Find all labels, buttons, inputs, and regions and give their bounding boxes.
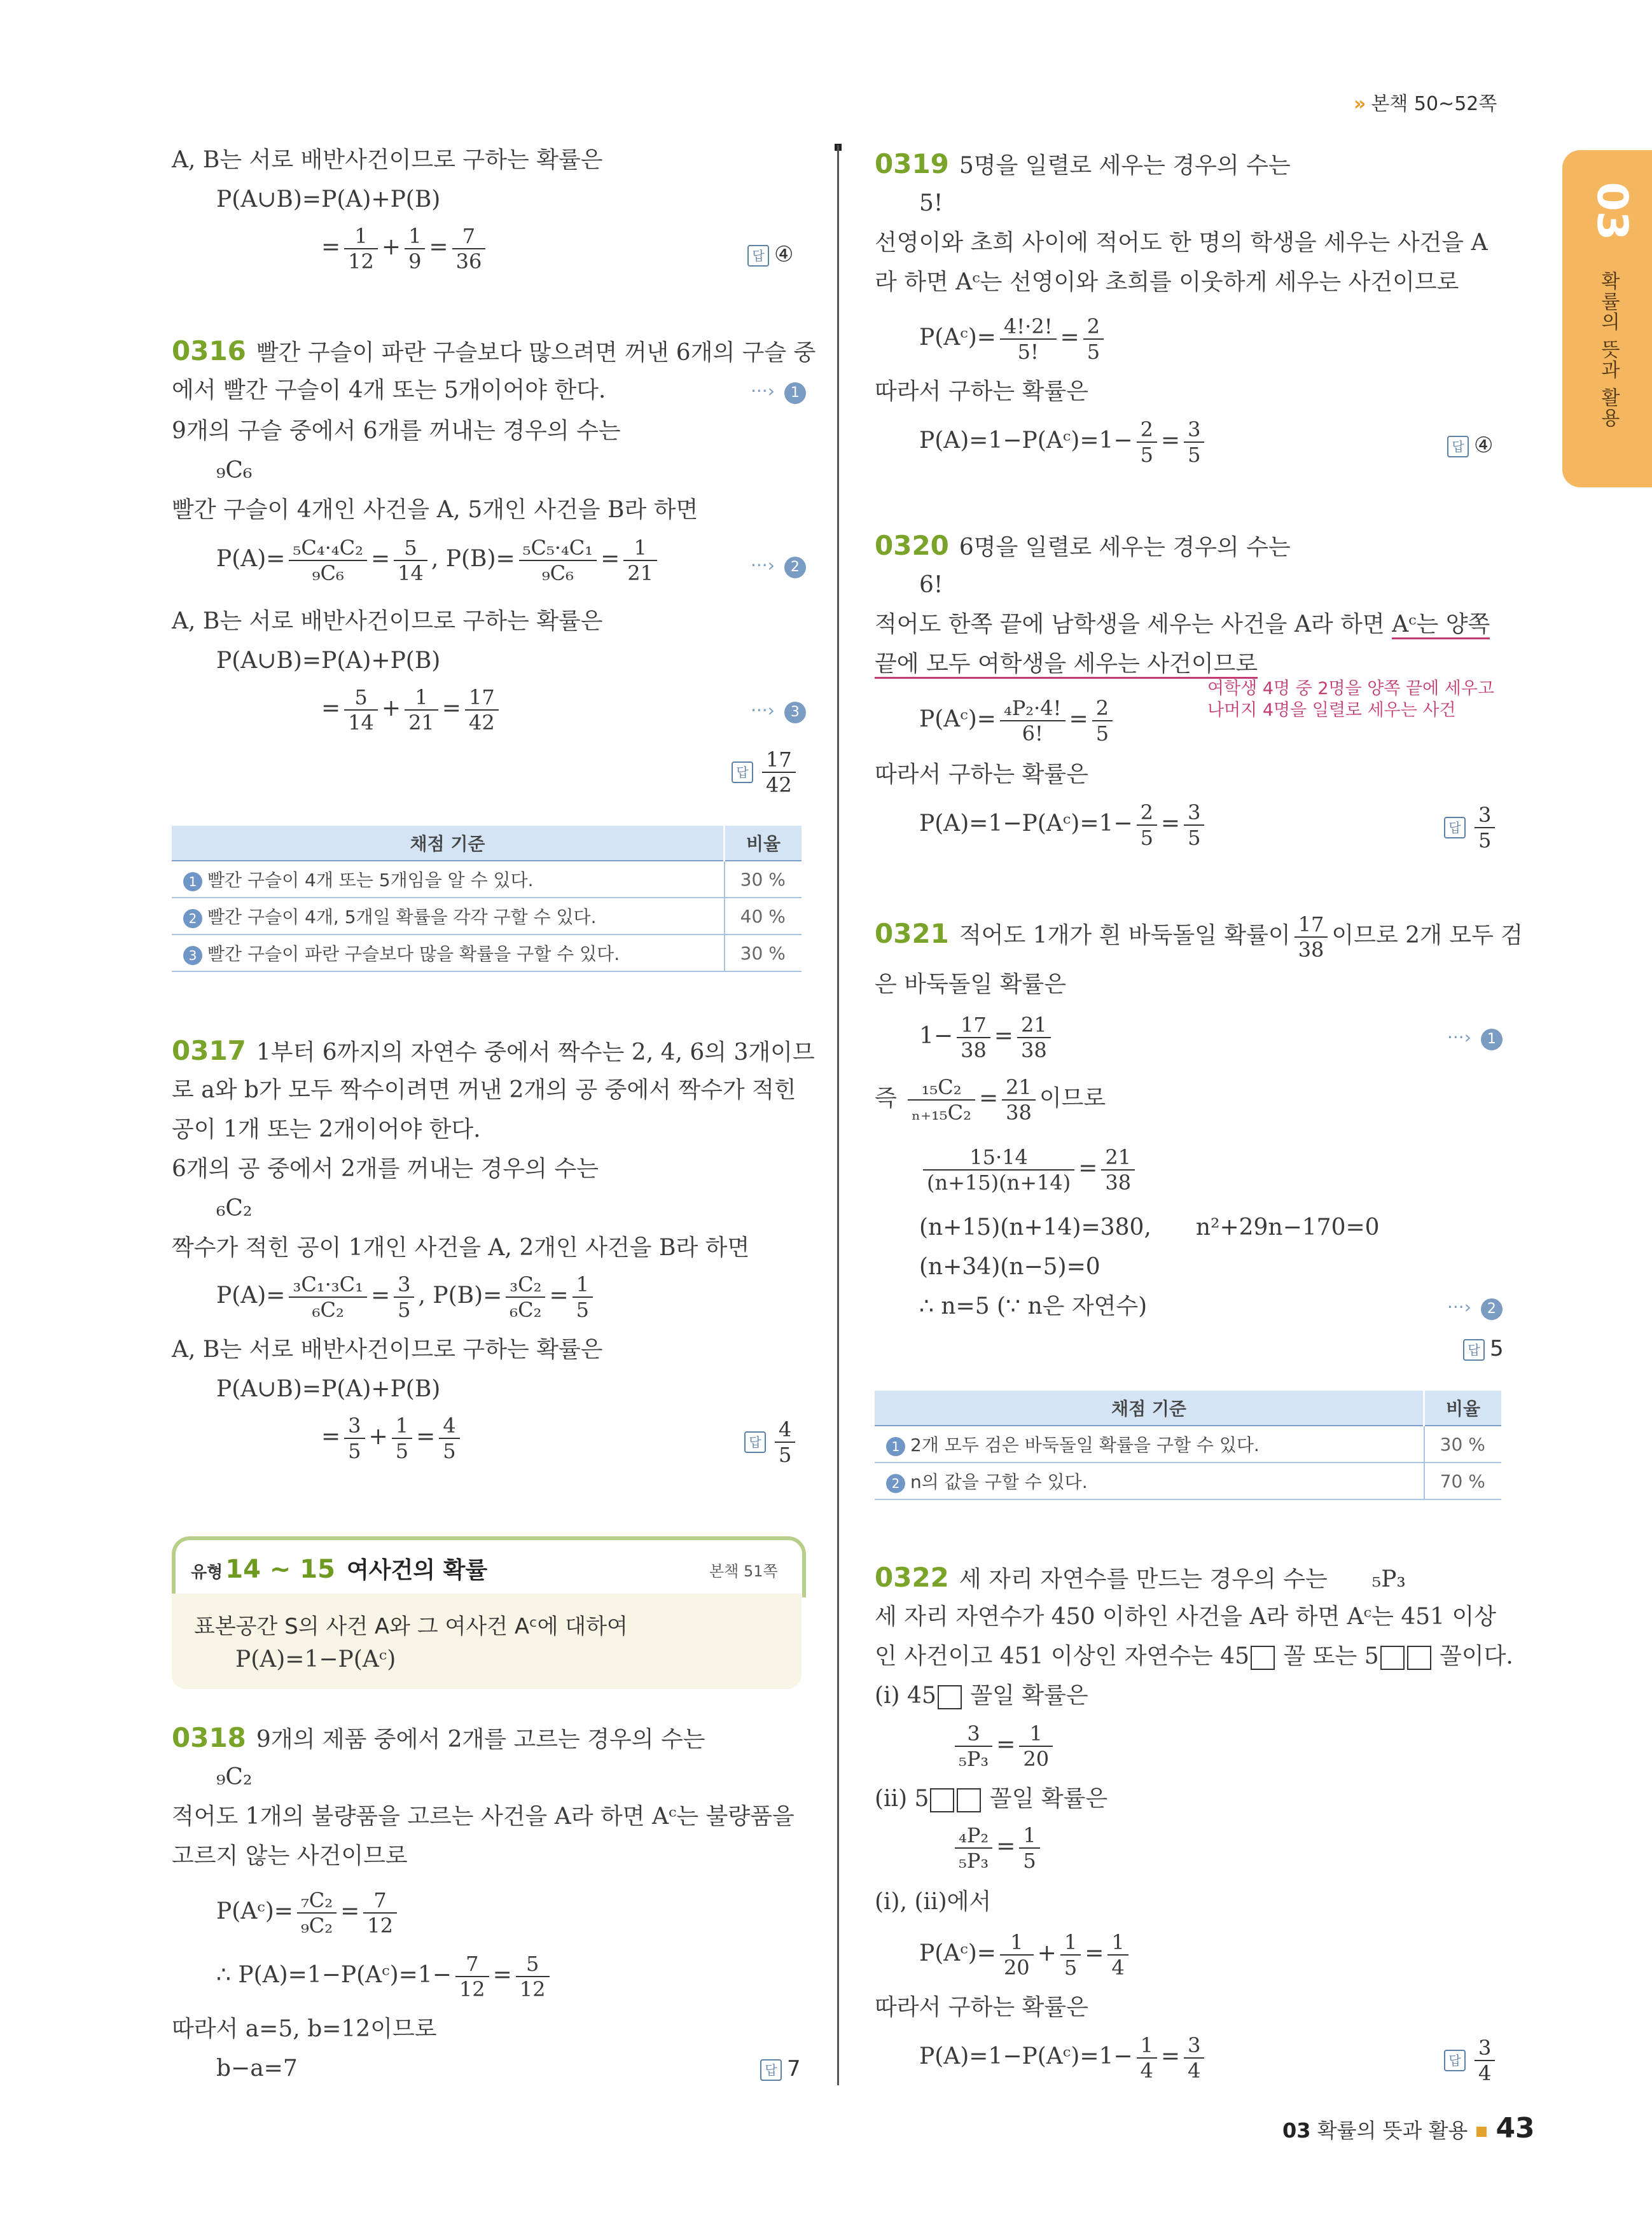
formula-line: ∴ n=5 (∵ n은 자연수) [919, 1293, 1148, 1319]
text-line: 빨간 구슬이 4개인 사건을 A, 5개인 사건을 B라 하면 [172, 497, 698, 523]
text-line: A, B는 서로 배반사건이므로 구하는 확률은 [172, 608, 603, 634]
step-marker-2: ···› 2 [1447, 1296, 1503, 1320]
table-row: 2 빨간 구슬이 4개, 5개일 확률을 각각 구할 수 있다. 40 % [172, 898, 802, 935]
formula-line: P(A∪B)=P(A)+P(B) [216, 1376, 441, 1402]
text-line: 따라서 구하는 확률은 [875, 1994, 1088, 2020]
answer-0317: 답 $\frac{4}{5}$ [744, 1417, 799, 1467]
problem-0322: 0322 세 자리 자연수를 만드는 경우의 수는 ₅P₃ [875, 1562, 1406, 1593]
formula-pac: P(Aᶜ)= $\frac{1}{20}$ + $\frac{1}{5}$ = $\frac{1}{4}$ [919, 1930, 1132, 1980]
text-line: 공이 1개 또는 2개이어야 한다. [172, 1116, 481, 1143]
formula-pac: P(Aᶜ)= $\frac{\text{₇C₂}}{\text{₉C₂}}$ = $\frac{7}{12}$ [216, 1888, 401, 1938]
formula-line: ₆C₂ [216, 1195, 253, 1221]
text-line: 라 하면 Aᶜ는 선영이와 초희를 이웃하게 세우는 사건이므로 [875, 269, 1459, 295]
formula-sum: = $\frac{1}{12}$ + $\frac{1}{9}$ = $\frac{7}{36}$ [321, 224, 489, 274]
formula-pa: P(A)=1−P(Aᶜ)=1− $\frac{1}{4}$ = $\frac{3}{4}$ [919, 2033, 1208, 2083]
formula-pac: P(Aᶜ)= $\frac{\text{₄P₂·4!}}{6!}$ = $\frac{2}{5}$ [919, 696, 1116, 746]
formula-line: P(A∪B)=P(A)+P(B) [216, 186, 441, 212]
formula-line: 1− $\frac{17}{38}$ = $\frac{21}{38}$ [919, 1013, 1055, 1062]
formula-line: $\frac{3}{\text{₅P₃}}$ = $\frac{1}{20}$ [951, 1721, 1057, 1771]
problem-0319: 0319 5명을 일렬로 세우는 경우의 수는 [875, 148, 1291, 179]
text-line: 적어도 한쪽 끝에 남학생을 세우는 사건을 A라 하면 Aᶜ는 양쪽 [875, 611, 1490, 639]
text-line: 적어도 1개의 불량품을 고르는 사건을 A라 하면 Aᶜ는 불량품을 [172, 1804, 795, 1830]
text-line: (ⅱ) 5 꼴일 확률은 [875, 1786, 1108, 1812]
chapter-title: 확률의 뜻과 활용 [1597, 271, 1620, 429]
text-line: 은 바둑돌일 확률은 [875, 971, 1067, 997]
answer-0320: 답 $\frac{3}{5}$ [1444, 803, 1499, 852]
formula-pa: ∴ P(A)=1−P(Aᶜ)=1− $\frac{7}{12}$ = $\frac{5}{12}$ [216, 1952, 553, 2001]
text-line: 끝에 모두 여학생을 세우는 사건이므로 [875, 650, 1258, 678]
problem-0317: 0317 1부터 6까지의 자연수 중에서 짝수는 2, 4, 6의 3개이므 [172, 1035, 815, 1066]
formula-pa-pb: P(A)= $\frac{\text{₅C₄·₄C₂}}{\text{₉C₆}}$ = $\frac{5}{14}$ , P(B)= $\frac{\text{₅C₅·₄C₁}}{\text{₉C₆}}$ = $\frac{1}{21}$ [216, 536, 661, 585]
text-line: 로 a와 b가 모두 짝수이려면 꺼낸 2개의 공 중에서 짝수가 적힌 [172, 1077, 796, 1103]
formula-line: ₉C₂ [216, 1764, 253, 1790]
table-row: 3 빨간 구슬이 파란 구슬보다 많을 확률을 구할 수 있다. 30 % [172, 935, 802, 971]
formula-pa: P(A)=1−P(Aᶜ)=1− $\frac{2}{5}$ = $\frac{3}{5}$ [919, 800, 1208, 850]
type-summary-text: 표본공간 S의 사건 A와 그 여사건 Aᶜ에 대하여 [194, 1614, 628, 1639]
problem-0321: 0321 적어도 1개가 흰 바둑돌일 확률이 $\frac{17}{38}$ 이므로 2개 모두 검 [875, 912, 1524, 962]
table-header: 비율 [725, 826, 802, 861]
footer-separator [1476, 2127, 1487, 2137]
text-line: 인 사건이고 451 이상인 자연수는 45 꼴 또는 5 꼴이다. [875, 1643, 1513, 1669]
footer-title: 확률의 뜻과 활용 [1317, 2118, 1468, 2143]
table-header: 채점 기준 [172, 826, 725, 861]
text-line: 에서 빨간 구슬이 4개 또는 5개이어야 한다. [172, 377, 606, 403]
text-line: (ⅰ), (ⅱ)에서 [875, 1889, 992, 1915]
formula-pac: P(Aᶜ)= $\frac{4!\cdot 2!}{5!}$ = $\frac{2}{5}$ [919, 314, 1107, 364]
table-row: 1 빨간 구슬이 4개 또는 5개임을 알 수 있다. 30 % [172, 861, 802, 898]
text-line: A, B는 서로 배반사건이므로 구하는 확률은 [172, 1337, 603, 1363]
chapter-side-tab [1562, 150, 1652, 487]
formula-line: (n+34)(n−5)=0 [919, 1254, 1100, 1280]
text-line: 따라서 a=5, b=12이므로 [172, 2016, 437, 2042]
formula-line: $\frac{15\cdot 14}{(n+15)(n+14)}$ = $\frac{21}{38}$ [919, 1145, 1139, 1195]
text-line: 따라서 구하는 확률은 [875, 761, 1088, 788]
type-reference: 본책 51쪽 [709, 1562, 778, 1580]
formula-pa: P(A)=1−P(Aᶜ)=1− $\frac{2}{5}$ = $\frac{3}{5}$ [919, 417, 1208, 467]
formula-line: P(A∪B)=P(A)+P(B) [216, 648, 441, 674]
table-row: 2 n의 값을 구할 수 있다. 70 % [875, 1463, 1501, 1499]
formula-line: 즉 $\frac{\text{₁₅C₂}}{\text{ₙ₊₁₅C₂}}$ = $\frac{21}{38}$ 이므로 [875, 1075, 1106, 1125]
text-line: 짝수가 적힌 공이 1개인 사건을 A, 2개인 사건을 B라 하면 [172, 1235, 750, 1261]
answer-0316: 답 $\frac{17}{42}$ [732, 747, 800, 797]
formula-line: ₉C₆ [216, 457, 253, 483]
formula-line: $\frac{\text{₄P₂}}{\text{₅P₃}}$ = $\frac{1}{5}$ [951, 1823, 1044, 1873]
annotation-note: 여학생 4명 중 2명을 양쪽 끝에 세우고 나머지 4명을 일렬로 세우는 사건 [1207, 679, 1494, 720]
formula-sum: = $\frac{5}{14}$ + $\frac{1}{21}$ = $\frac{17}{42}$ [321, 685, 503, 735]
footer-chapter: 03 [1282, 2118, 1311, 2143]
column-divider [837, 145, 839, 2085]
answer-0318: 답 7 [760, 2056, 801, 2082]
text-line: 고르지 않는 사건이므로 [172, 1843, 408, 1869]
page-reference: » 본책 50~52쪽 [1354, 93, 1497, 115]
text-line: A, B는 서로 배반사건이므로 구하는 확률은 [172, 147, 603, 173]
type-summary-formula: P(A)=1−P(Aᶜ) [235, 1646, 396, 1672]
answer-0319: 답 ④ [1447, 433, 1493, 458]
formula-line: 5! [919, 190, 943, 216]
page-footer [1282, 2112, 1535, 2144]
formula-pa-pb: P(A)= $\frac{\text{₃C₁·₃C₁}}{\text{₆C₂}}$ = $\frac{3}{5}$ , P(B)= $\frac{\text{₃C₂}}{\text{₆C₂}}$ = $\frac{1}{5}$ [216, 1272, 597, 1322]
text-line: 세 자리 자연수가 450 이하인 사건을 A라 하면 Aᶜ는 451 이상 [875, 1604, 1497, 1630]
scoring-table-0321 [875, 1391, 1501, 1500]
step-marker-1: ···› 1 [1447, 1027, 1503, 1050]
answer-0322: 답 $\frac{3}{4}$ [1444, 2036, 1499, 2085]
answer-0315: 답 ④ [747, 242, 793, 267]
text-line: 선영이와 초희 사이에 적어도 한 명의 학생을 세우는 사건을 A [875, 230, 1488, 256]
problem-0320: 0320 6명을 일렬로 세우는 경우의 수는 [875, 530, 1291, 561]
scoring-table-0316 [172, 826, 802, 972]
text-line: 6개의 공 중에서 2개를 꺼내는 경우의 수는 [172, 1156, 599, 1182]
text-line: 따라서 구하는 확률은 [875, 379, 1088, 405]
problem-0318: 0318 9개의 제품 중에서 2개를 고르는 경우의 수는 [172, 1722, 705, 1753]
step-marker-2: ···› 2 [751, 555, 806, 578]
type-heading: 유형 14 ~ 15 여사건의 확률 [191, 1555, 488, 1584]
problem-0316: 0316 빨간 구슬이 파란 구슬보다 많으려면 꺼낸 6개의 구슬 중 [172, 335, 816, 366]
page-number: 43 [1496, 2112, 1535, 2144]
step-marker-1: ···› 1 [751, 380, 806, 404]
formula-line: b−a=7 [216, 2055, 298, 2082]
table-header: 채점 기준 [875, 1391, 1424, 1426]
table-header: 비율 [1424, 1391, 1502, 1426]
formula-line: (n+15)(n+14)=380, n²+29n−170=0 [919, 1214, 1380, 1241]
table-row: 1 2개 모두 검은 바둑돌일 확률을 구할 수 있다. 30 % [875, 1426, 1501, 1463]
formula-sum: = $\frac{3}{5}$ + $\frac{1}{5}$ = $\frac{4}{5}$ [321, 1414, 464, 1463]
chapter-number: 03 [1588, 182, 1637, 240]
text-line: 9개의 구슬 중에서 6개를 꺼내는 경우의 수는 [172, 418, 621, 444]
formula-line: 6! [919, 572, 943, 598]
answer-0321: 답 5 [1463, 1336, 1504, 1361]
text-line: (ⅰ) 45 꼴일 확률은 [875, 1683, 1088, 1709]
step-marker-3: ···› 3 [751, 700, 806, 723]
type-summary-box [172, 1594, 802, 1689]
